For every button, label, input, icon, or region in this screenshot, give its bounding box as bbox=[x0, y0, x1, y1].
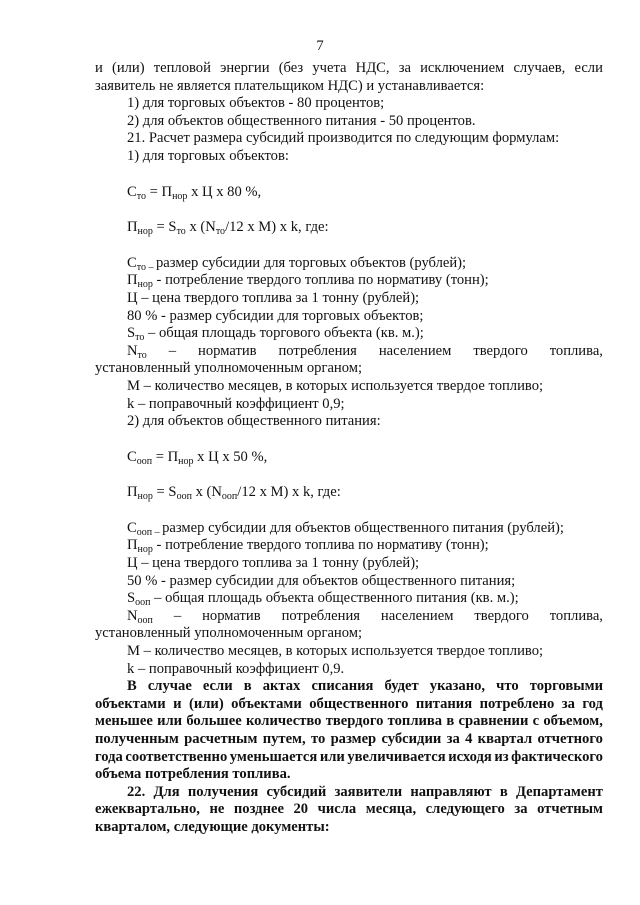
intro-line-2: заявитель не является плательщиком НДС) и устанавливается: bbox=[95, 77, 485, 94]
word: случаев, bbox=[513, 60, 566, 76]
def-percent: 80 % - размер субсидии для торговых объектов; bbox=[127, 307, 424, 324]
word: НДС, bbox=[355, 60, 390, 76]
word: исключением bbox=[420, 60, 505, 76]
word: количество bbox=[245, 713, 322, 730]
word: норматив bbox=[198, 342, 257, 359]
word: позднее bbox=[233, 801, 284, 818]
def-k-2: k – поправочный коэффициент 0,9. bbox=[127, 660, 345, 677]
justified-line bbox=[95, 749, 603, 767]
word: объемом, bbox=[543, 713, 603, 730]
word: субсидии bbox=[381, 731, 442, 747]
word: (или) bbox=[188, 695, 224, 712]
word: сравнении bbox=[458, 713, 529, 730]
def-c-oop: $С_{ооп -}$ размер субсидии для объектов общественного питания (рублей); bbox=[127, 519, 564, 538]
word: за bbox=[514, 801, 528, 818]
word: 22. bbox=[127, 783, 146, 800]
def-s-oop: $S_{ооп}$ – общая площадь объекта общественного питания (кв. м.); bbox=[127, 590, 519, 609]
word: твердого bbox=[473, 342, 528, 359]
def-s-to: $S_{то}$ – общая площадь торгового объекта (кв. м.); bbox=[127, 325, 424, 344]
word: полученным bbox=[95, 731, 179, 747]
word: год bbox=[582, 695, 603, 712]
page-number: 7 bbox=[316, 38, 324, 54]
document-body bbox=[95, 60, 603, 837]
word: указано, bbox=[429, 678, 486, 695]
word: будет bbox=[384, 678, 419, 695]
word: месяца, bbox=[365, 801, 417, 818]
n-symbol bbox=[127, 343, 147, 361]
word: топлива, bbox=[549, 342, 603, 359]
word: за bbox=[398, 60, 411, 76]
def-n-oop bbox=[95, 608, 603, 626]
n-symbol bbox=[127, 608, 153, 626]
item-1: 1) для торговых объектов - 80 процентов; bbox=[127, 95, 385, 112]
word: размер bbox=[330, 731, 377, 747]
word: 4 bbox=[465, 731, 473, 747]
word: потребления bbox=[278, 342, 357, 359]
word: исходя bbox=[448, 748, 492, 765]
word: или bbox=[157, 713, 183, 730]
word: в bbox=[499, 783, 508, 800]
word: путем, bbox=[262, 731, 306, 747]
word: торговыми bbox=[529, 678, 603, 695]
word: числа bbox=[317, 801, 357, 818]
justified-line bbox=[95, 696, 603, 714]
def-n-oop-cont: установленный уполномоченным органом; bbox=[95, 625, 363, 642]
word: тепловой bbox=[153, 60, 211, 76]
subscript: ооп bbox=[137, 614, 153, 626]
def-price: Ц – цена твердого топлива за 1 тонну (рублей); bbox=[127, 289, 420, 306]
item-22-last: кварталом, следующие документы: bbox=[95, 818, 330, 835]
word: топлива bbox=[387, 713, 443, 730]
def-p-nor-2: $П_{нор}$ - потребление твердого топлива по нормативу (тонн); bbox=[127, 537, 489, 556]
word: года bbox=[95, 748, 123, 765]
word: 20 bbox=[293, 801, 309, 818]
word: или bbox=[319, 748, 345, 765]
def-price-2: Ц – цена твердого топлива за 1 тонну (рублей); bbox=[127, 555, 420, 572]
subscript: то bbox=[137, 349, 147, 361]
formula-c-oop: $С_{ооп} = П_{нор}$ х Ц х 50 %, bbox=[127, 448, 268, 467]
case-paragraph-last: объема потребления топлива. bbox=[95, 766, 291, 783]
word: N bbox=[127, 342, 138, 359]
item-21: 21. Расчет размера субсидий производится по следующим формулам: bbox=[127, 130, 560, 147]
subheading-catering: 2) для объектов общественного питания: bbox=[127, 413, 381, 430]
word: случае bbox=[147, 678, 192, 695]
def-n-to bbox=[95, 343, 603, 361]
word: ежеквартально, bbox=[95, 801, 200, 818]
word: квартал bbox=[477, 731, 533, 747]
word: твердого bbox=[325, 713, 384, 730]
justified-line bbox=[95, 784, 603, 802]
word: если bbox=[574, 60, 603, 76]
subheading-trade: 1) для торговых объектов: bbox=[127, 147, 289, 164]
word: норматив bbox=[202, 607, 261, 624]
word: что bbox=[496, 678, 519, 695]
word: энергии bbox=[220, 60, 270, 76]
word: В bbox=[127, 678, 137, 695]
word: общественного bbox=[309, 695, 409, 712]
justified-line bbox=[95, 678, 603, 696]
word: соответственно bbox=[125, 748, 228, 765]
word: увеличивается bbox=[347, 748, 446, 765]
justified-line bbox=[95, 801, 603, 819]
word: большее bbox=[186, 713, 242, 730]
justified-line bbox=[95, 713, 603, 731]
item-22-paragraph bbox=[95, 784, 603, 819]
def-months-2: М – количество месяцев, в которых используется твердое топливо; bbox=[127, 643, 544, 660]
formula-p-nor-oop: $П_{нор} = S_{ооп}$ х ($N_{ооп}/12$ х М) х k, где: bbox=[127, 484, 341, 503]
formula-c-to: $С_{то} = П_{нор}$ х Ц х 80 %, bbox=[127, 183, 262, 202]
word: если bbox=[202, 678, 233, 695]
word: уменьшается bbox=[229, 748, 318, 765]
word: и bbox=[173, 695, 182, 712]
formula-p-nor-to: $П_{нор} = S_{то}$ х ($N_{то}/12$ х М) х k, где: bbox=[127, 219, 329, 238]
word: твердого bbox=[474, 607, 529, 624]
justified-line bbox=[95, 731, 603, 749]
word: (или) bbox=[111, 60, 145, 76]
def-n-to-cont: установленный уполномоченным органом; bbox=[95, 360, 363, 377]
case-paragraph bbox=[95, 678, 603, 766]
def-months: М – количество месяцев, в которых используется твердое топливо; bbox=[127, 377, 544, 394]
def-k: k – поправочный коэффициент 0,9; bbox=[127, 395, 345, 412]
word: то bbox=[310, 731, 326, 747]
def-percent-2: 50 % - размер субсидии для объектов общественного питания; bbox=[127, 572, 516, 589]
word: актах bbox=[262, 678, 301, 695]
word: Департамент bbox=[515, 783, 603, 800]
word: и bbox=[95, 60, 103, 76]
word: расчетным bbox=[184, 731, 258, 747]
word: объектами bbox=[231, 695, 302, 712]
word: получения bbox=[187, 783, 259, 800]
def-p-nor: $П_{нор}$ - потребление твердого топлива по нормативу (тонн); bbox=[127, 272, 489, 291]
word: питания bbox=[415, 695, 473, 712]
word: направляют bbox=[410, 783, 492, 800]
word: потребления bbox=[281, 607, 360, 624]
intro-line-1 bbox=[95, 60, 603, 78]
word: потреблено bbox=[479, 695, 555, 712]
word: отчетным bbox=[537, 801, 603, 818]
word: за bbox=[446, 731, 460, 747]
word: – bbox=[168, 342, 177, 359]
word: из bbox=[494, 748, 509, 765]
word: следующего bbox=[425, 801, 505, 818]
word: населением bbox=[380, 607, 454, 624]
word: заявители bbox=[334, 783, 403, 800]
word: N bbox=[127, 607, 138, 624]
word: учета bbox=[312, 60, 347, 76]
word: с bbox=[532, 713, 540, 730]
word: отчетного bbox=[537, 731, 603, 747]
word: в bbox=[446, 713, 455, 730]
word: объектами bbox=[95, 695, 166, 712]
word: в bbox=[243, 678, 252, 695]
word: топлива, bbox=[549, 607, 603, 624]
word: – bbox=[173, 607, 182, 624]
word: (без bbox=[278, 60, 304, 76]
item-2: 2) для объектов общественного питания - 50 процентов. bbox=[127, 112, 476, 129]
word: за bbox=[561, 695, 575, 712]
word: меньшее bbox=[95, 713, 153, 730]
word: Для bbox=[153, 783, 180, 800]
word: субсидий bbox=[266, 783, 327, 800]
word: не bbox=[209, 801, 225, 818]
word: фактического bbox=[511, 748, 603, 765]
word: населением bbox=[378, 342, 452, 359]
def-c-to: $С_{то -}$ размер субсидии для торговых объектов (рублей); bbox=[127, 254, 467, 273]
word: списания bbox=[311, 678, 374, 695]
